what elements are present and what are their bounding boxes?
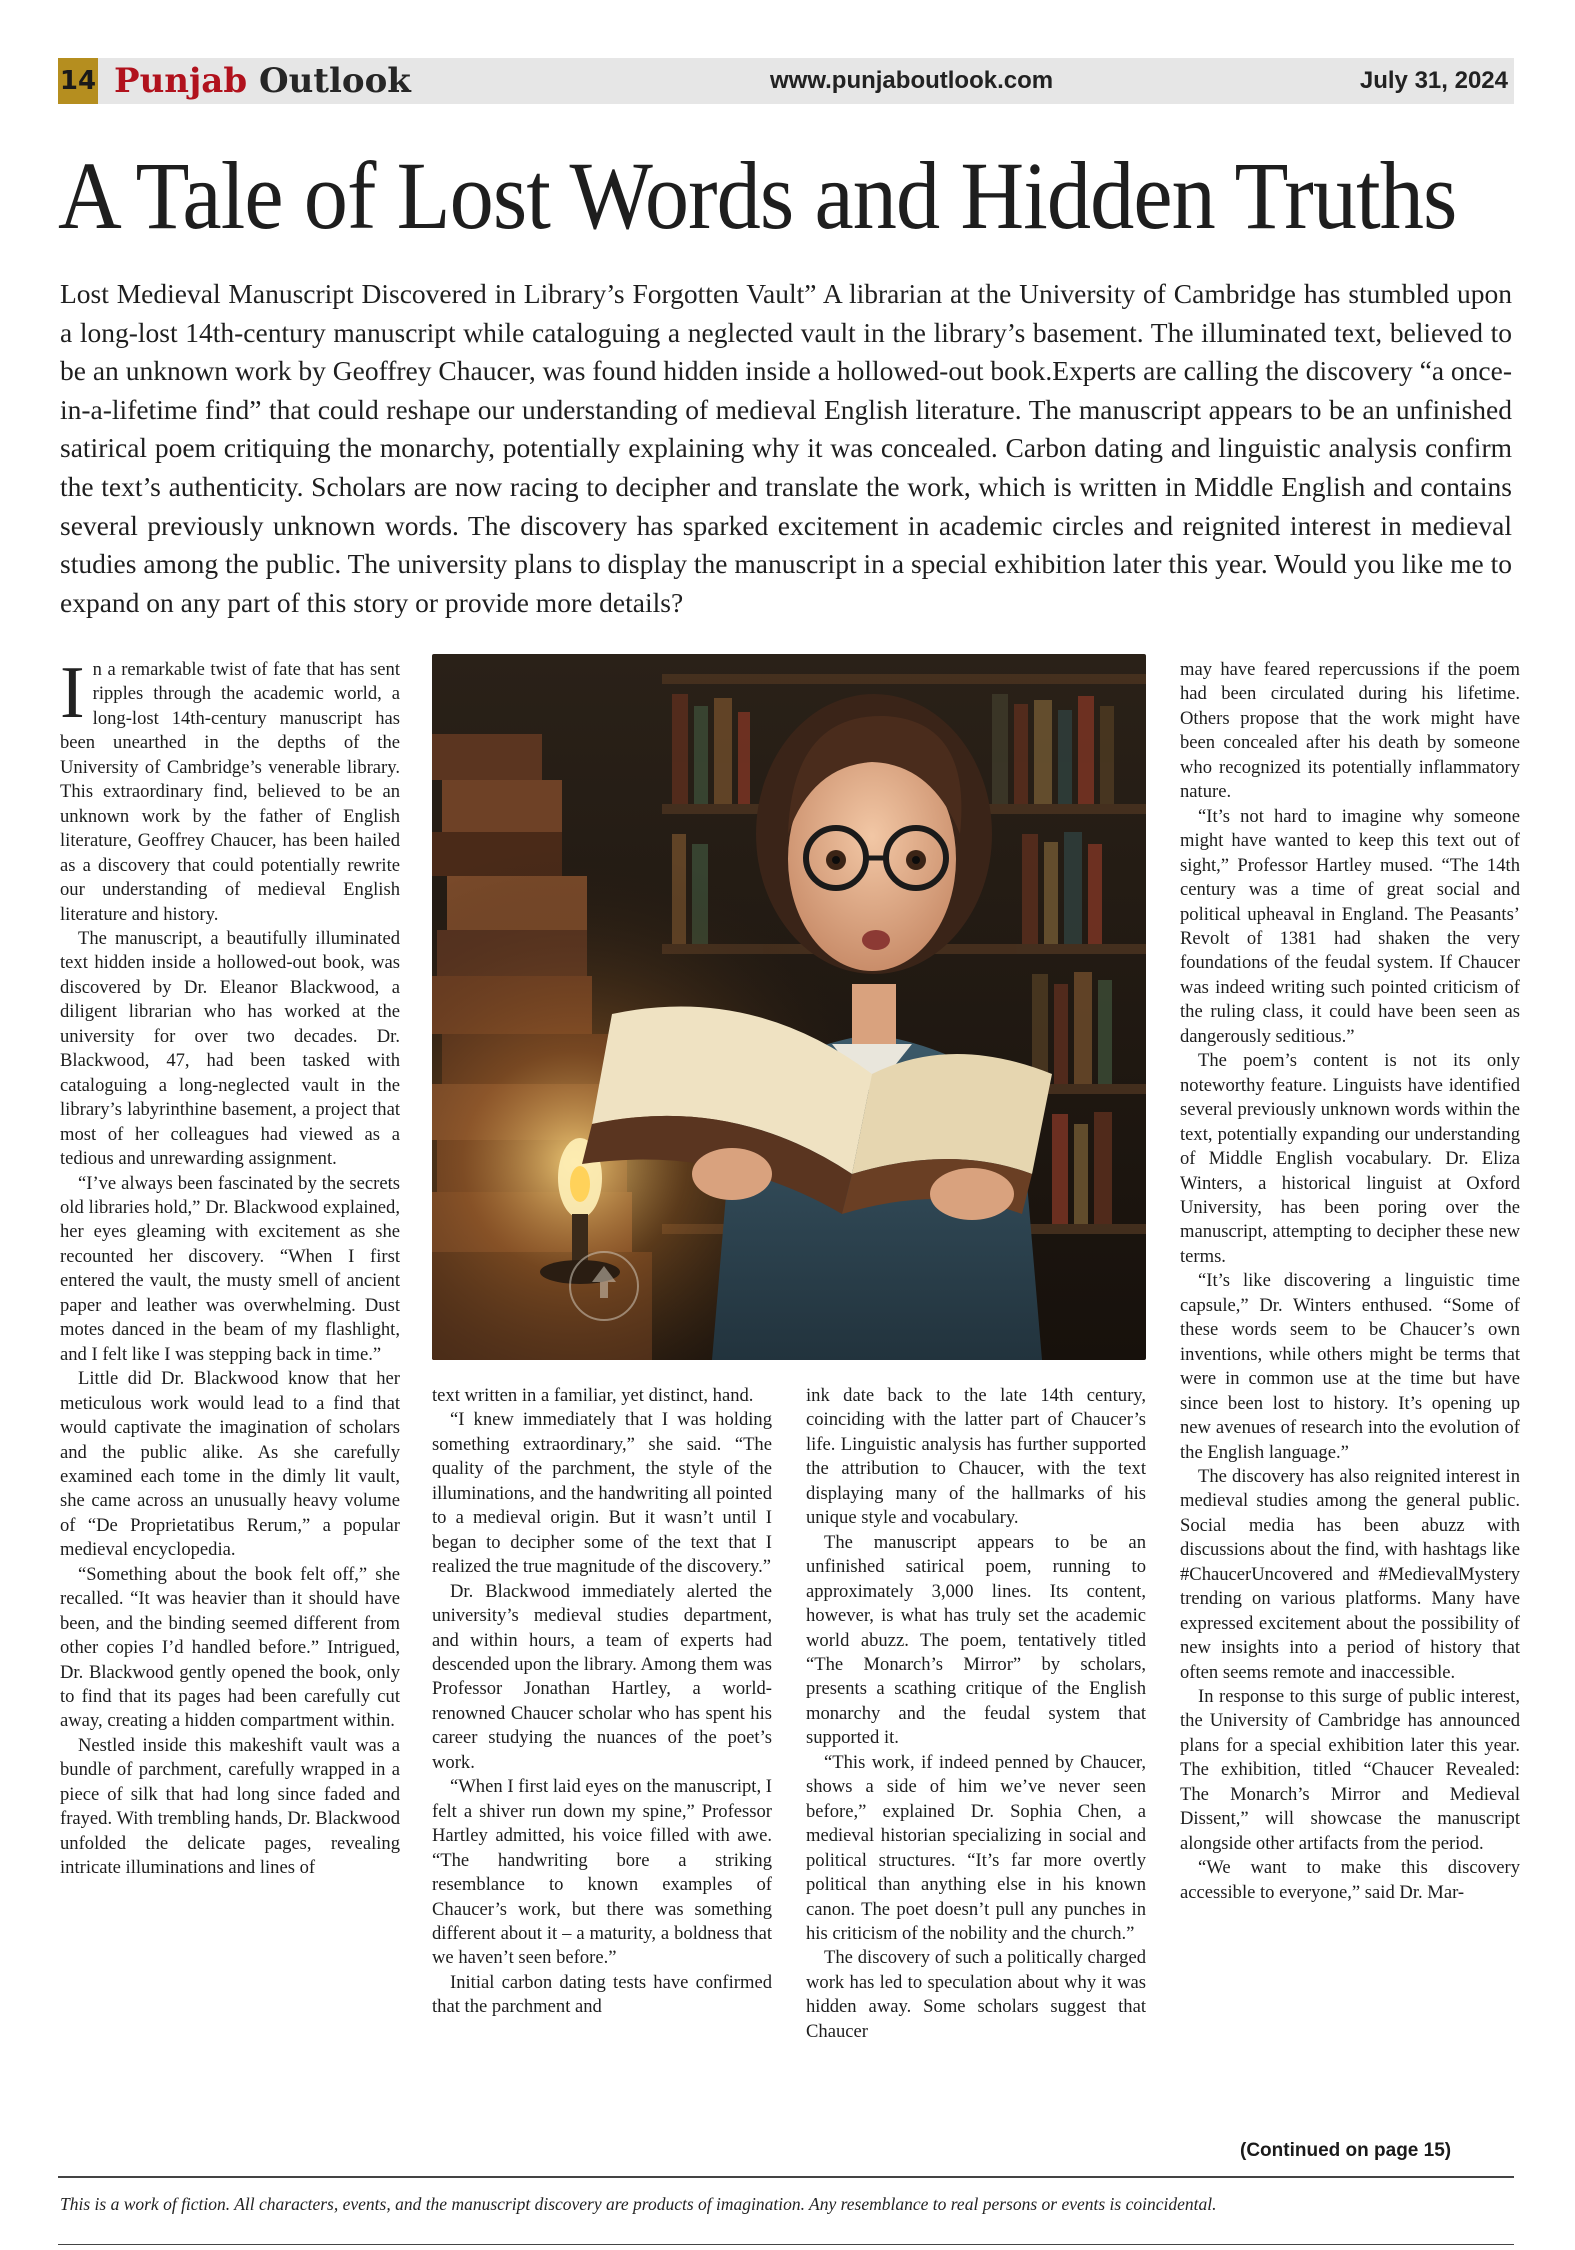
brand-second-word: Outlook bbox=[258, 61, 411, 101]
fiction-disclaimer: This is a work of fiction. All characters, events, and the manuscript discovery are products of imagination. Any resemblance to real persons or events is coincidental. bbox=[60, 2194, 1217, 2214]
article-paragraph: ink date back to the late 14th century, coinciding with the latter part of Chaucer’s life. Linguistic analysis has further supported the attribution to Chaucer, with the text displaying many of the hallmarks of his unique style and vocabulary. bbox=[806, 1385, 1146, 1529]
article-paragraph: “Something about the book felt off,” she recalled. “It was heavier than it should have been, and the binding seemed different from other copies I’d handled before.” Intrigued, Dr. Blackwood gently opened the book, only to find that its pages had been carefully cut away, creating a hidden compartment within. bbox=[60, 1563, 400, 1732]
headline: A Tale of Lost Words and Hidden Truths bbox=[58, 142, 1457, 249]
article-paragraph: “This work, if indeed penned by Chaucer, shows a side of him we’ve never seen before,” explained Dr. Sophia Chen, a medieval historian specializing in social and political structures. “It’s far more overtly political than anything else in his known canon. The poet doesn’t pull any punches in his criticism of the nobility and the church.” bbox=[806, 1751, 1146, 1944]
article-column-1 bbox=[60, 652, 400, 1881]
paragraph-text: n a remarkable twist of fate that has sent ripples through the academic world, a long-lost 14th-century manuscript has been unearthed in the depths of the University of Cambridge’s venerable library. This extraordinary find, believed to be an unknown work by the father of English literature, Geoffrey Chaucer, has been hailed as a discovery that could potentially rewrite our understanding of medieval English literature and history. bbox=[60, 659, 400, 925]
article-paragraph: The manuscript, a beautifully illuminated text hidden inside a hollowed-out book, was discovered by Dr. Eleanor Blackwood, a diligent librarian who has worked at the university for over two decades. Dr. Blackwood, 47, had been tasked with cataloguing a long-neglected vault in the library’s labyrinthine basement, a project that most of her colleagues had viewed as a tedious and unrewarding assignment. bbox=[60, 927, 400, 1170]
article-paragraph: may have feared repercussions if the poem had been circulated during his lifetime. Others propose that the work might have been concealed after his death by someone who recognized its potentially inflammatory nature. bbox=[1180, 659, 1520, 803]
article-paragraph: “I’ve always been fascinated by the secrets old libraries hold,” Dr. Blackwood explained, her eyes gleaming with excitement as she recounted her discovery. “When I first entered the vault, the musty smell of ancient paper and leather was overwhelming. Dust motes danced in the beam of my flashlight, and I felt like I was stepping back in time.” bbox=[60, 1172, 400, 1365]
continued-notice: (Continued on page 15) bbox=[1240, 2140, 1452, 2161]
article-column-2 bbox=[432, 1384, 772, 2020]
standfirst: Lost Medieval Manuscript Discovered in Library’s Forgotten Vault” A librarian at the University of Cambridge has stumbled upon a long-lost 14th-century manuscript while cataloguing a neglected vault in the library’s basement. The illuminated text, believed to be an unknown work by Geoffrey Chaucer, was found hidden inside a hollowed-out book.Experts are calling the discovery “a once-in-a-lifetime find” that could reshape our understanding of medieval English literature. The manuscript appears to be an unfinished satirical poem critiquing the monarchy, potentially explaining why it was concealed. Carbon dating and linguistic analysis confirm the text’s authenticity. Scholars are now racing to decipher and translate the work, which is written in Middle English and contains several previously unknown words. The discovery has sparked excitement in academic circles and reignited interest in medieval studies among the public. The university plans to display the manuscript in a special exhibition later this year. Would you like me to expand on any part of this story or provide more details? bbox=[60, 278, 1512, 618]
librarian-illustration bbox=[432, 654, 1146, 1360]
issue-date: July 31, 2024 bbox=[1359, 67, 1508, 94]
article-paragraph: “When I first laid eyes on the manuscript, I felt a shiver run down my spine,” Professor Hartley admitted, his voice filled with awe. “The handwriting bore a striking resemblance to known examples of Chaucer’s work, but there was something different about it – a maturity, a boldness that we haven’t seen before.” bbox=[432, 1776, 772, 1969]
article-paragraph: Nestled inside this makeshift vault was a bundle of parchment, carefully wrapped in a piece of silk that had long since faded and frayed. With trembling hands, Dr. Blackwood unfolded the delicate pages, revealing intricate illuminations and lines of bbox=[60, 1734, 400, 1879]
website-url: www.punjaboutlook.com bbox=[770, 67, 1054, 94]
article-paragraph: The discovery has also reignited interest in medieval studies among the general public. Social media has been abuzz with discussions about the find, with hashtags like #ChaucerUncovered and #MedievalMystery trending on various platforms. Many have expressed excitement about the possibility of new insights into a period of history that often seems remote and inaccessible. bbox=[1180, 1465, 1520, 1683]
footer-rule-bottom bbox=[58, 2244, 1514, 2245]
article-paragraph: text written in a familiar, yet distinct, hand. bbox=[432, 1385, 754, 1406]
footer-rule-top bbox=[58, 2176, 1514, 2178]
article-paragraph: The poem’s content is not its only noteworthy feature. Linguists have identified several previously unknown words within the text, potentially expanding our understanding of Middle English vocabulary. Dr. Eliza Winters, a historical linguist at Oxford University, has been poring over the manuscript, attempting to decipher these new terms. bbox=[1180, 1050, 1520, 1267]
article-column-3 bbox=[806, 1384, 1146, 2044]
article-paragraph: The manuscript appears to be an unfinished satirical poem, running to approximately 3,000 lines. Its content, however, is what has truly set the academic world abuzz. The poem, tentatively titled “The Monarch’s Mirror” by scholars, presents a scathing critique of the English monarchy and the feudal system that supported it. bbox=[806, 1531, 1146, 1749]
article-paragraph: In response to this surge of public interest, the University of Cambridge has announced plans for a special exhibition later this year. The exhibition, titled “Chaucer Revealed: The Monarch’s Mirror and Medieval Dissent,” will showcase the manuscript alongside other artifacts from the period. bbox=[1180, 1686, 1520, 1854]
masthead bbox=[58, 58, 1514, 104]
article-column-4 bbox=[1180, 658, 1520, 1905]
brand-first-word: Punjab bbox=[114, 61, 248, 101]
article-paragraph bbox=[60, 652, 400, 927]
page-number: 14 bbox=[58, 58, 98, 104]
article-paragraph: Initial carbon dating tests have confirmed that the parchment and bbox=[432, 1971, 772, 2018]
article-paragraph: Dr. Blackwood immediately alerted the university’s medieval studies department, and within hours, a team of experts had descended upon the library. Among them was Professor Jonathan Hartley, a world-renowned Chaucer scholar who has spent his career studying the nuances of the poet’s work. bbox=[432, 1580, 772, 1773]
article-paragraph: “We want to make this discovery accessible to everyone,” said Dr. Mar- bbox=[1180, 1857, 1520, 1903]
publication-name bbox=[114, 58, 411, 104]
article-paragraph: The discovery of such a politically charged work has led to speculation about why it was hidden away. Some scholars suggest that Chaucer bbox=[806, 1947, 1146, 2042]
article-paragraph: “It’s like discovering a linguistic time capsule,” Dr. Winters enthused. “Some of these words seem to be Chaucer’s own inventions, while others might be terms that were in common use at the time but have since been lost to history. It’s opening up new avenues of research into the evolution of the English language.” bbox=[1180, 1270, 1520, 1463]
article-paragraph: “It’s not hard to imagine why someone might have wanted to keep this text out of sight,” Professor Hartley mused. “The 14th century was a time of great social and political upheaval in England. The Peasants’ Revolt of 1381 had shaken the very foundations of the feudal system. If Chaucer was indeed writing such pointed criticism of the ruling class, it could have been seen as dangerously seditious.” bbox=[1180, 805, 1520, 1047]
article-paragraph: “I knew immediately that I was holding something extraordinary,” she said. “The quality of the parchment, the style of the illuminations, and the handwriting all pointed to a medieval origin. But it wasn’t until I began to decipher some of the text that I realized the true magnitude of the discovery.” bbox=[432, 1409, 772, 1578]
drop-cap: I bbox=[60, 652, 85, 734]
article-paragraph: Little did Dr. Blackwood know that her meticulous work would lead to a find that would captivate the imagination of scholars and the public alike. As she carefully examined each tome in the dimly lit vault, she came across an unusually heavy volume of “De Proprietatibus Rerum,” a popular medieval encyclopedia. bbox=[60, 1368, 400, 1561]
